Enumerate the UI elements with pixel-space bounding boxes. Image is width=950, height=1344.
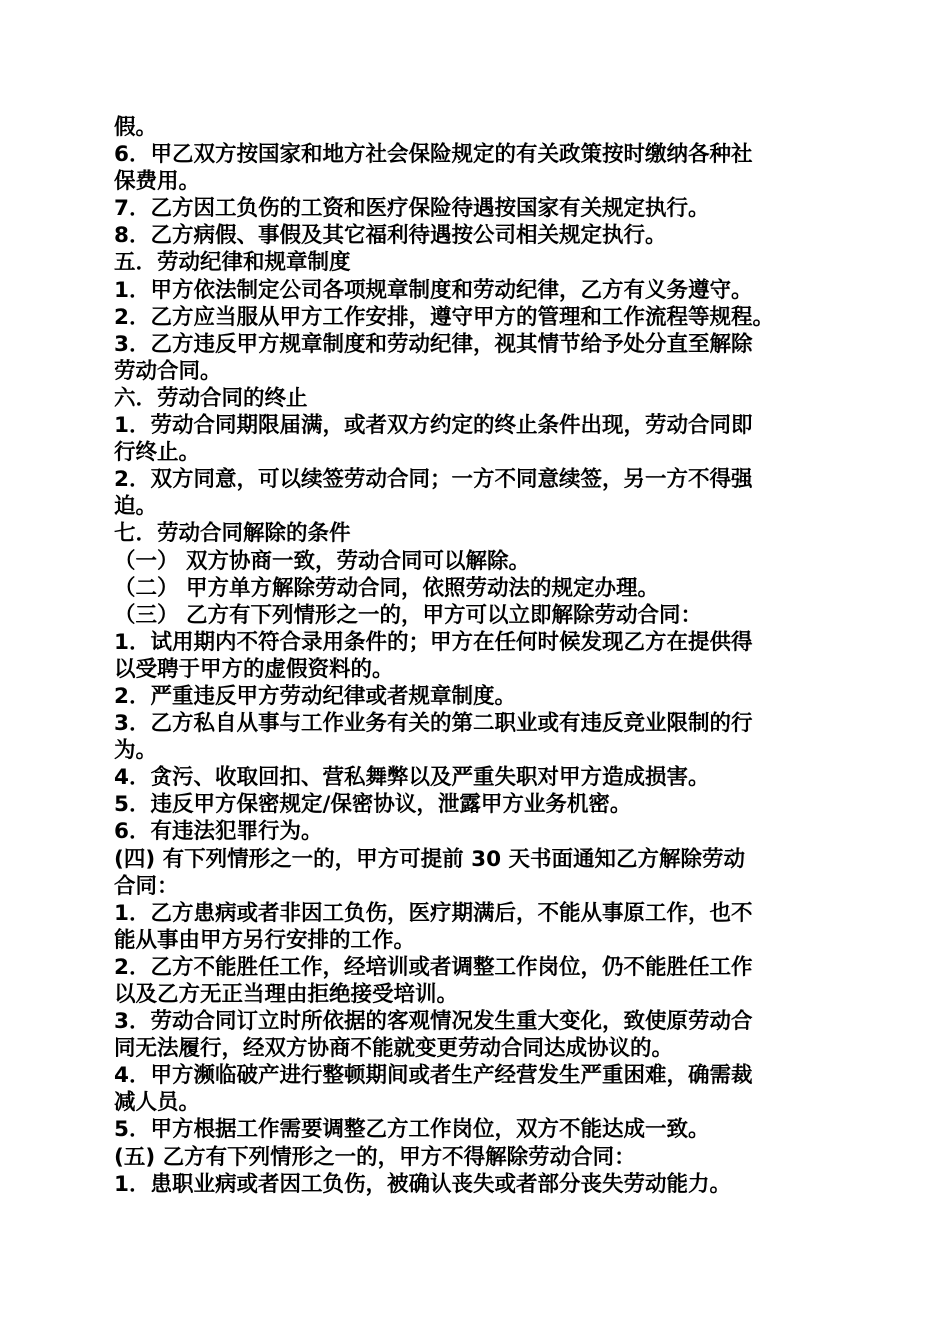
text-line: 5．甲方根据工作需要调整乙方工作岗位，双方不能达成一致。	[114, 1117, 710, 1143]
text-line: 保费用。	[114, 169, 201, 195]
text-line: 2．乙方不能胜任工作，经培训或者调整工作岗位，仍不能胜任工作	[114, 954, 753, 980]
text-line: 1．乙方患病或者非因工负伤，医疗期满后，不能从事原工作，也不	[114, 900, 753, 926]
text-line: 能从事由甲方另行安排的工作。	[114, 927, 416, 953]
text-line: 同无法履行，经双方协商不能就变更劳动合同达成协议的。	[114, 1036, 674, 1062]
text-line: 为。	[114, 738, 158, 764]
text-line: 6．甲乙双方按国家和地方社会保险规定的有关政策按时缴纳各种社	[114, 142, 753, 168]
text-line: 5．违反甲方保密规定/保密协议，泄露甲方业务机密。	[114, 792, 632, 818]
text-line: 6．有违法犯罪行为。	[114, 819, 323, 845]
text-line: 假。	[114, 115, 158, 140]
text-line: 迫。	[114, 494, 158, 520]
text-line: 1．甲方依法制定公司各项规章制度和劳动纪律，乙方有义务遵守。	[114, 277, 753, 303]
section-heading: 七．劳动合同解除的条件	[114, 521, 351, 547]
subsection-heading: （三） 乙方有下列情形之一的，甲方可以立即解除劳动合同：	[114, 602, 702, 628]
text-line: 1．患职业病或者因工负伤，被确认丧失或者部分丧失劳动能力。	[114, 1171, 731, 1197]
section-heading: 五．劳动纪律和规章制度	[114, 250, 351, 276]
text-line: 1．劳动合同期限届满，或者双方约定的终止条件出现，劳动合同即	[114, 413, 753, 439]
text-line: 合同：	[114, 873, 179, 899]
subsection-heading: (五) 乙方有下列情形之一的，甲方不得解除劳动合同：	[114, 1144, 636, 1170]
text-line: 4．贪污、收取回扣、营私舞弊以及严重失职对甲方造成损害。	[114, 765, 710, 791]
text-line: 2．乙方应当服从甲方工作安排，遵守甲方的管理和工作流程等规程。	[114, 304, 774, 330]
subsection-heading: （一） 双方协商一致，劳动合同可以解除。	[114, 548, 530, 574]
document-body	[114, 114, 836, 1198]
text-line: 3．乙方私自从事与工作业务有关的第二职业或有违反竞业限制的行	[114, 711, 753, 737]
text-line: 8．乙方病假、事假及其它福利待遇按公司相关规定执行。	[114, 223, 667, 249]
text-line: 劳动合同。	[114, 358, 222, 384]
text-line: 减人员。	[114, 1090, 201, 1116]
text-line: 4．甲方濒临破产进行整顿期间或者生产经营发生严重困难，确需裁	[114, 1063, 753, 1089]
subsection-heading: (四) 有下列情形之一的，甲方可提前 30 天书面通知乙方解除劳动	[114, 846, 746, 872]
subsection-heading: （二） 甲方单方解除劳动合同，依照劳动法的规定办理。	[114, 575, 659, 601]
text-line: 1．试用期内不符合录用条件的；甲方在任何时候发现乙方在提供得	[114, 629, 753, 655]
text-line: 3．乙方违反甲方规章制度和劳动纪律，视其情节给予处分直至解除	[114, 331, 753, 357]
text-line: 2．严重违反甲方劳动纪律或者规章制度。	[114, 683, 516, 709]
text-line: 3．劳动合同订立时所依据的客观情况发生重大变化，致使原劳动合	[114, 1009, 753, 1035]
text-line: 以及乙方无正当理由拒绝接受培训。	[114, 982, 459, 1007]
text-line: 7．乙方因工负伤的工资和医疗保险待遇按国家有关规定执行。	[114, 196, 710, 222]
text-line: 2．双方同意，可以续签劳动合同；一方不同意续签，另一方不得强	[114, 467, 753, 493]
text-line: 以受聘于甲方的虚假资料的。	[114, 656, 394, 682]
text-line: 行终止。	[114, 440, 201, 466]
section-heading: 六．劳动合同的终止	[114, 385, 308, 411]
